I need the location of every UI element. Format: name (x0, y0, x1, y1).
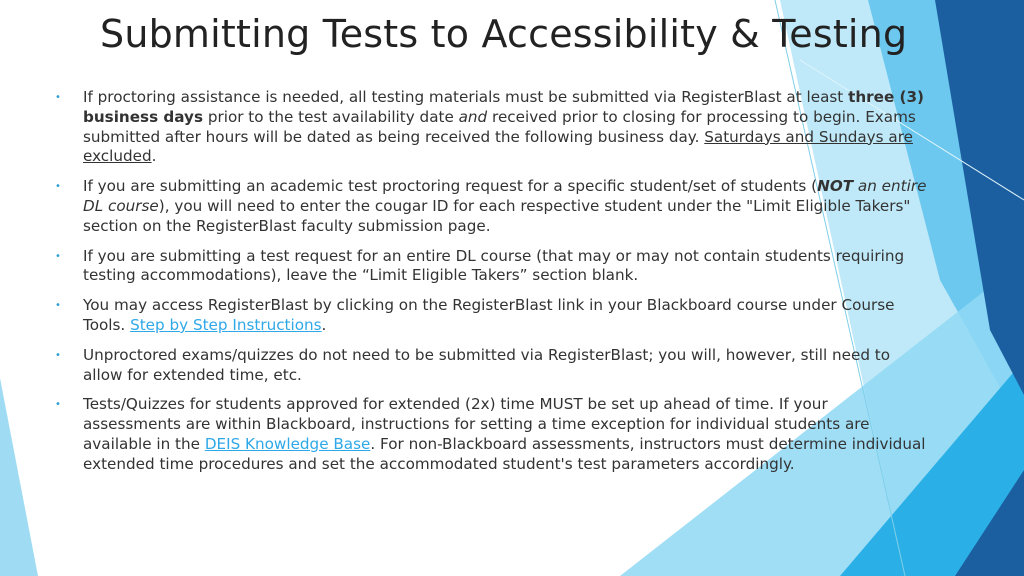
bullet-list (50, 88, 930, 485)
deis-knowledge-base-link[interactable]: DEIS Knowledge Base (204, 434, 371, 453)
bullet-item-registerblast-deadline: • If proctoring assistance is needed, all testing materials must be submitted via RegisterBlast at least three (3) business days prior to the test availability date and received prior to closing for processing to begin. Exams submitted after hours will be dated as being received the following business day. Saturdays and Sundays are excluded. (55, 88, 924, 166)
bullet-icon: • (55, 300, 61, 312)
step-by-step-instructions-link[interactable]: Step by Step Instructions (130, 315, 322, 334)
bullet-icon: • (55, 181, 61, 193)
bullet-item-entire-course: • If you are submitting a test request for an entire DL course (that may or may not contain students requiring testing accommodations), leave the “Limit Eligible Takers” section blank. (55, 246, 905, 285)
weekend-exclusion-note: Saturdays and Sundays are excluded (83, 127, 913, 166)
left-accent-shape (0, 378, 38, 576)
bullet-icon: • (55, 399, 61, 411)
bullet-icon: • (55, 349, 61, 361)
slide-title: Submitting Tests to Accessibility & Testing (100, 12, 908, 56)
bullet-item-extended-time: • Tests/Quizzes for students approved for extended (2x) time MUST be set up ahead of time. If your assessments are within Blackboard, instructions for setting a time exception for individual students are available in the DEIS Knowledge Base. For non-Blackboard assessments, instructors must determine individual extended time procedures and set the accommodated student's test parameters accordingly. (55, 395, 926, 473)
bullet-icon: • (55, 250, 61, 262)
bullet-icon: • (55, 92, 61, 103)
bullet-item-unproctored: • Unproctored exams/quizzes do not need to be submitted via RegisterBlast; you will, however, still need to allow for extended time, etc. (55, 345, 891, 384)
bullet-item-access-registerblast: • You may access RegisterBlast by clicking on the RegisterBlast link in your Blackboard course under Course Tools. Step by Step Instructions. (55, 296, 895, 334)
bullet-item-specific-students: • If you are submitting an academic test proctoring request for a specific student/set of students (NOT an entire DL course), you will need to enter the cougar ID for each respective student under the "Limit Eligible Takers" section on the RegisterBlast faculty submission page. (55, 177, 927, 235)
